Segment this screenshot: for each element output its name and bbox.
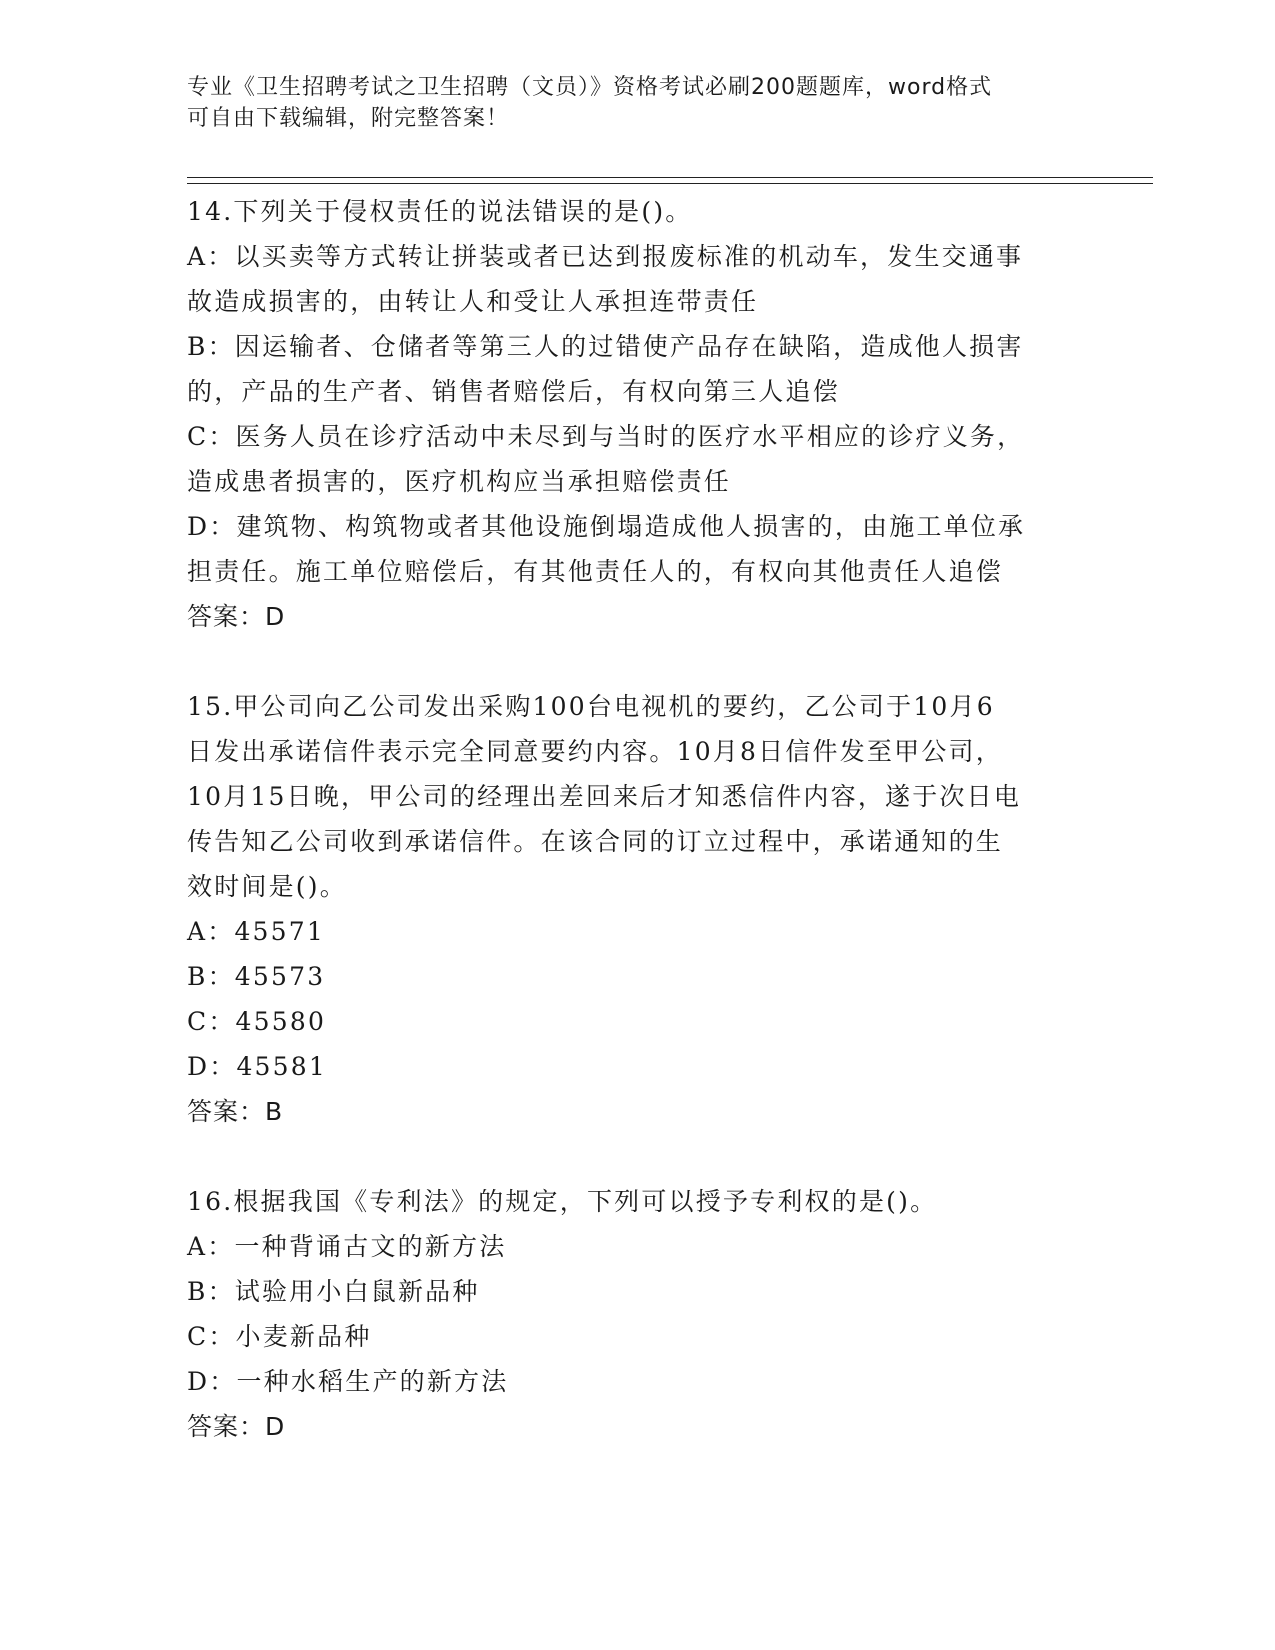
option-c: C：小麦新品种 — [187, 1322, 372, 1351]
question-14 — [187, 189, 1087, 639]
question-spacer — [187, 639, 1087, 684]
question-stem-line: 效时间是()。 — [187, 872, 347, 901]
option-b: B：试验用小白鼠新品种 — [187, 1277, 480, 1306]
question-stem-line: 传告知乙公司收到承诺信件。在该合同的订立过程中，承诺通知的生 — [187, 827, 1004, 856]
question-15 — [187, 684, 1087, 1134]
header-divider-top — [187, 177, 1153, 178]
option-a: A：45571 — [187, 917, 325, 946]
header-divider-bottom — [187, 183, 1153, 184]
header-line-2: 可自由下载编辑，附完整答案！ — [187, 106, 510, 131]
question-stem-line: 10月15日晚，甲公司的经理出差回来后才知悉信件内容，遂于次日电 — [187, 782, 1022, 811]
question-list — [187, 189, 1087, 1449]
option-b: B：45573 — [187, 962, 326, 991]
document-header — [187, 72, 1067, 134]
question-16 — [187, 1179, 1087, 1449]
option-c: C：医务人员在诊疗活动中未尽到与当时的医疗水平相应的诊疗义务， 造成患者损害的，医疗机构应当承担赔偿责任 — [187, 422, 1025, 496]
option-d: D：45581 — [187, 1052, 327, 1081]
answer-label: 答案：D — [187, 602, 286, 631]
option-a: A：一种背诵古文的新方法 — [187, 1232, 507, 1261]
question-stem: 16.根据我国《专利法》的规定，下列可以授予专利权的是()。 — [187, 1187, 938, 1216]
question-stem-line: 日发出承诺信件表示完全同意要约内容。10月8日信件发至甲公司， — [187, 737, 1003, 766]
option-a: A：以买卖等方式转让拼装或者已达到报废标准的机动车，发生交通事 故造成损害的，由转让人和受让人承担连带责任 — [187, 242, 1024, 316]
option-b: B：因运输者、仓储者等第三人的过错使产品存在缺陷，造成他人损害 的，产品的生产者、销售者赔偿后，有权向第三人追偿 — [187, 332, 1024, 406]
header-line-1: 专业《卫生招聘考试之卫生招聘（文员）》资格考试必刷200题题库，word格式 — [187, 75, 993, 100]
question-stem-line: 15.甲公司向乙公司发出采购100台电视机的要约，乙公司于10月6 — [187, 692, 995, 721]
option-d: D：一种水稻生产的新方法 — [187, 1367, 509, 1396]
answer-label: 答案：D — [187, 1412, 286, 1441]
answer-label: 答案：B — [187, 1097, 284, 1126]
question-spacer — [187, 1134, 1087, 1179]
question-stem: 14.下列关于侵权责任的说法错误的是()。 — [187, 197, 693, 226]
option-d: D：建筑物、构筑物或者其他设施倒塌造成他人损害的，由施工单位承 担责任。施工单位赔偿后，有其他责任人的，有权向其他责任人追偿 — [187, 512, 1026, 586]
option-c: C：45580 — [187, 1007, 327, 1036]
